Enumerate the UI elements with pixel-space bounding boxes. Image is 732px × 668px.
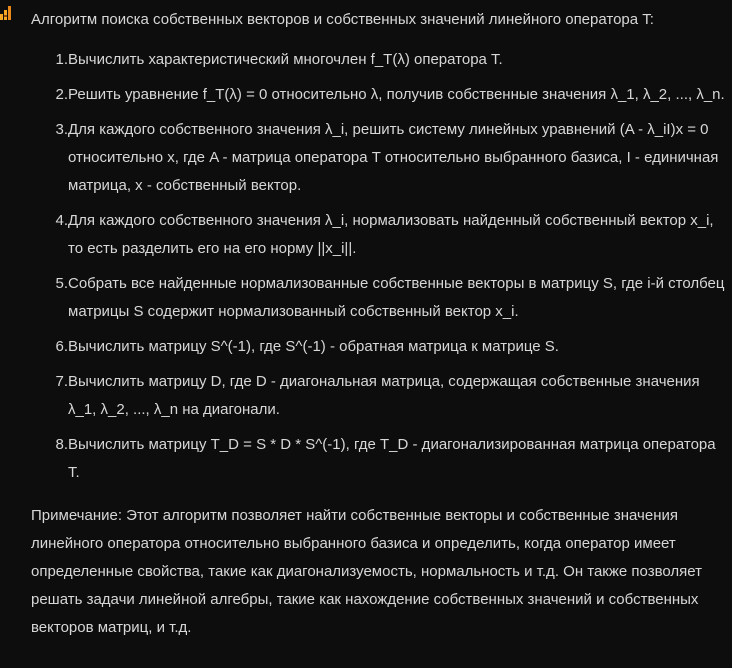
list-item [31,116,729,200]
list-item [31,207,729,263]
list-item [31,81,729,109]
message-note: Примечание: Этот алгоритм позволяет найти собственные векторы и собственные значения линейного оператора относительно выбранного базиса и определить, когда оператор имеет определенные свойства, такие как диагонализуемость, нормальность и т.д. Он также позволяет решать задачи линейной алгебры, такие как нахождение собственных значений и собственных векторов матриц, и т.д. [31,507,702,636]
step-number: 3. [55,121,68,138]
step-text: Для каждого собственного значения λ_i, решить систему линейных уравнений (A - λ_iI)x = 0 относительно x, где A - матрица оператора T относительно выбранного базиса, I - единичная матрица, x - собственный вектор. [68,121,719,194]
step-number: 7. [55,373,68,390]
step-number: 1. [55,51,68,68]
algorithm-steps-list [31,46,729,487]
step-text: Решить уравнение f_T(λ) = 0 относительно λ, получив собственные значения λ_1, λ_2, ..., λ_n. [68,86,725,103]
list-item [31,46,729,74]
assistant-message [31,6,729,642]
step-number: 8. [55,436,68,453]
step-number: 6. [55,338,68,355]
step-number: 2. [55,86,68,103]
assistant-logo-icon [0,6,12,20]
step-text: Вычислить матрицу T_D = S * D * S^(-1), где T_D - диагонализированная матрица оператора T. [68,436,716,481]
list-item [31,333,729,361]
step-number: 4. [55,212,68,229]
message-intro: Алгоритм поиска собственных векторов и собственных значений линейного оператора T: [31,11,654,28]
step-number: 5. [55,275,68,292]
list-item [31,431,729,487]
list-item [31,368,729,424]
step-text: Вычислить матрицу S^(-1), где S^(-1) - обратная матрица к матрице S. [68,338,559,355]
step-text: Вычислить матрицу D, где D - диагональная матрица, содержащая собственные значения λ_1, λ_2, ..., λ_n на диагонали. [68,373,700,418]
step-text: Для каждого собственного значения λ_i, нормализовать найденный собственный вектор x_i, то есть разделить его на его норму ||x_i||. [68,212,714,257]
list-item [31,270,729,326]
step-text: Собрать все найденные нормализованные собственные векторы в матрицу S, где i-й столбец матрицы S содержит нормализованный собственный вектор x_i. [68,275,725,320]
step-text: Вычислить характеристический многочлен f_T(λ) оператора T. [68,51,503,68]
